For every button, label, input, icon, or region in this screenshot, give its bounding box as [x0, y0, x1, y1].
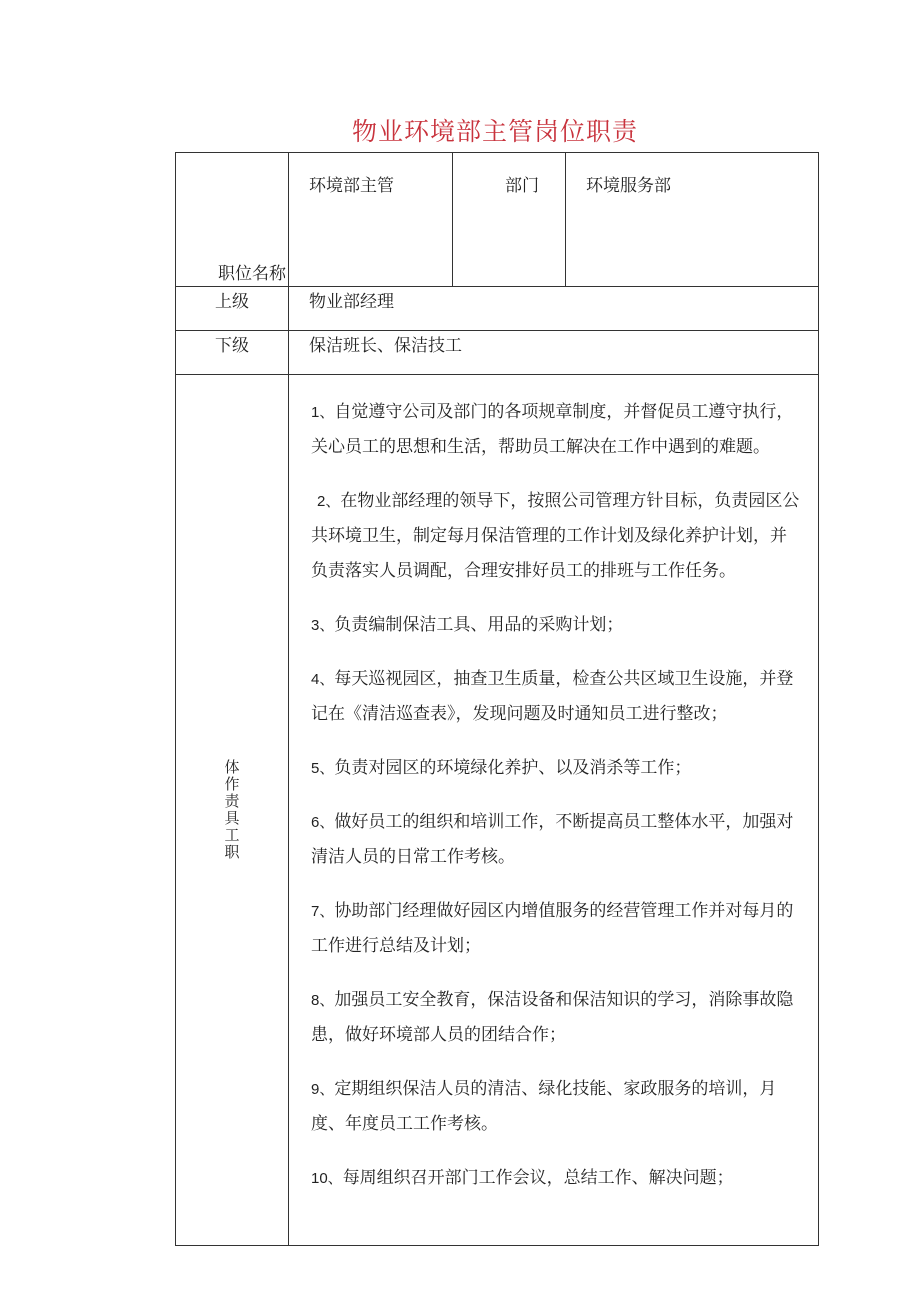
document-title: 物业环境部主管岗位职责	[351, 117, 638, 146]
duties-label-cell	[176, 375, 289, 1246]
superior-label: 上级	[176, 287, 289, 331]
position-row	[176, 153, 819, 287]
duty-item: 5、负责对园区的环境绿化养护、以及消杀等工作；	[311, 758, 692, 778]
superior-row	[176, 287, 819, 331]
duty-item: 2、在物业部经理的领导下，按照公司管理方针目标，负责园区公共环境卫生，制定每月保洁管理的工作计划及绿化养护计划，并负责落实人员调配，合理安排好员工的排班与工作任务。	[311, 491, 800, 581]
position-name-label: 职位名称	[176, 153, 289, 287]
duty-item: 8、加强员工安全教育，保洁设备和保洁知识的学习，消除事故隐患，做好环境部人员的团结合作；	[311, 990, 794, 1045]
subordinate-label: 下级	[176, 331, 289, 375]
position-name-value: 环境部主管	[289, 153, 453, 287]
department-label: 部门	[453, 153, 566, 287]
subordinate-row	[176, 331, 819, 375]
duty-item: 7、协助部门经理做好园区内增值服务的经营管理工作并对每月的工作进行总结及计划；	[311, 901, 794, 956]
superior-value: 物业部经理	[289, 287, 819, 331]
duty-item: 10、每周组织召开部门工作会议，总结工作、解决问题；	[311, 1168, 734, 1188]
job-duties-table	[175, 152, 819, 1246]
duty-item: 3、负责编制保洁工具、用品的采购计划；	[311, 615, 624, 635]
duties-list	[289, 375, 819, 1246]
department-value: 环境服务部	[566, 153, 819, 287]
duties-row	[176, 375, 819, 1246]
duty-item: 9、定期组织保洁人员的清洁、绿化技能、家政服务的培训，月度、年度员工工作考核。	[311, 1079, 777, 1134]
subordinate-value: 保洁班长、保洁技工	[289, 331, 819, 375]
duties-label: 体作责具工职	[224, 758, 240, 861]
duty-item: 6、做好员工的组织和培训工作，不断提高员工整体水平，加强对清洁人员的日常工作考核。	[311, 812, 794, 867]
duty-item: 1、自觉遵守公司及部门的各项规章制度，并督促员工遵守执行，关心员工的思想和生活，帮助员工解决在工作中遇到的难题。	[311, 402, 794, 457]
duty-item: 4、每天巡视园区，抽查卫生质量，检查公共区域卫生设施，并登记在《清洁巡查表》，发现问题及时通知员工进行整改；	[311, 669, 794, 724]
